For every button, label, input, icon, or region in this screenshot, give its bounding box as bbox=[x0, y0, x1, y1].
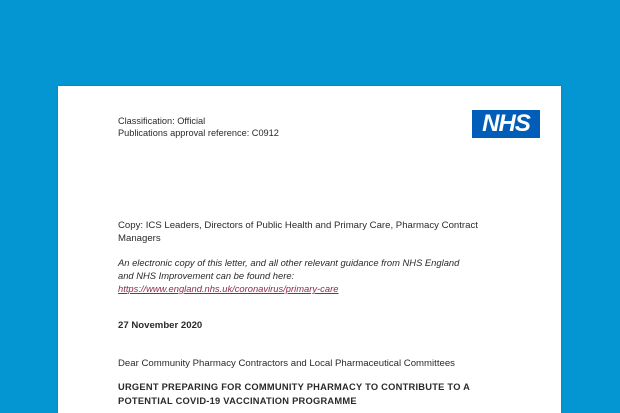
classification-label: Classification: Official bbox=[118, 116, 206, 126]
letter-date: 27 November 2020 bbox=[118, 320, 203, 331]
nhs-logo bbox=[472, 110, 540, 138]
electronic-note-line-2: and NHS Improvement can be found here: bbox=[118, 270, 295, 281]
copy-line-1: Copy: ICS Leaders, Directors of Public Health and Primary Care, Pharmacy Contract bbox=[118, 220, 478, 231]
salutation: Dear Community Pharmacy Contractors and Local Pharmaceutical Committees bbox=[118, 358, 455, 369]
copy-recipients bbox=[118, 219, 478, 245]
approval-reference: Publications approval reference: C0912 bbox=[118, 127, 279, 138]
copy-line-2: Managers bbox=[118, 233, 161, 244]
letter-heading bbox=[118, 381, 470, 408]
electronic-copy-note bbox=[118, 256, 459, 295]
heading-line-2: POTENTIAL COVID-19 VACCINATION PROGRAMME bbox=[118, 395, 357, 406]
letter-document bbox=[58, 86, 561, 413]
nhs-logo-text: NHS bbox=[482, 110, 530, 137]
document-header-info bbox=[118, 116, 279, 139]
guidance-link[interactable]: https://www.england.nhs.uk/coronavirus/primary-care bbox=[118, 283, 339, 294]
heading-line-1: URGENT PREPARING FOR COMMUNITY PHARMACY TO CONTRIBUTE TO A bbox=[118, 382, 471, 392]
electronic-note-line-1: An electronic copy of this letter, and all other relevant guidance from NHS England bbox=[118, 257, 460, 268]
